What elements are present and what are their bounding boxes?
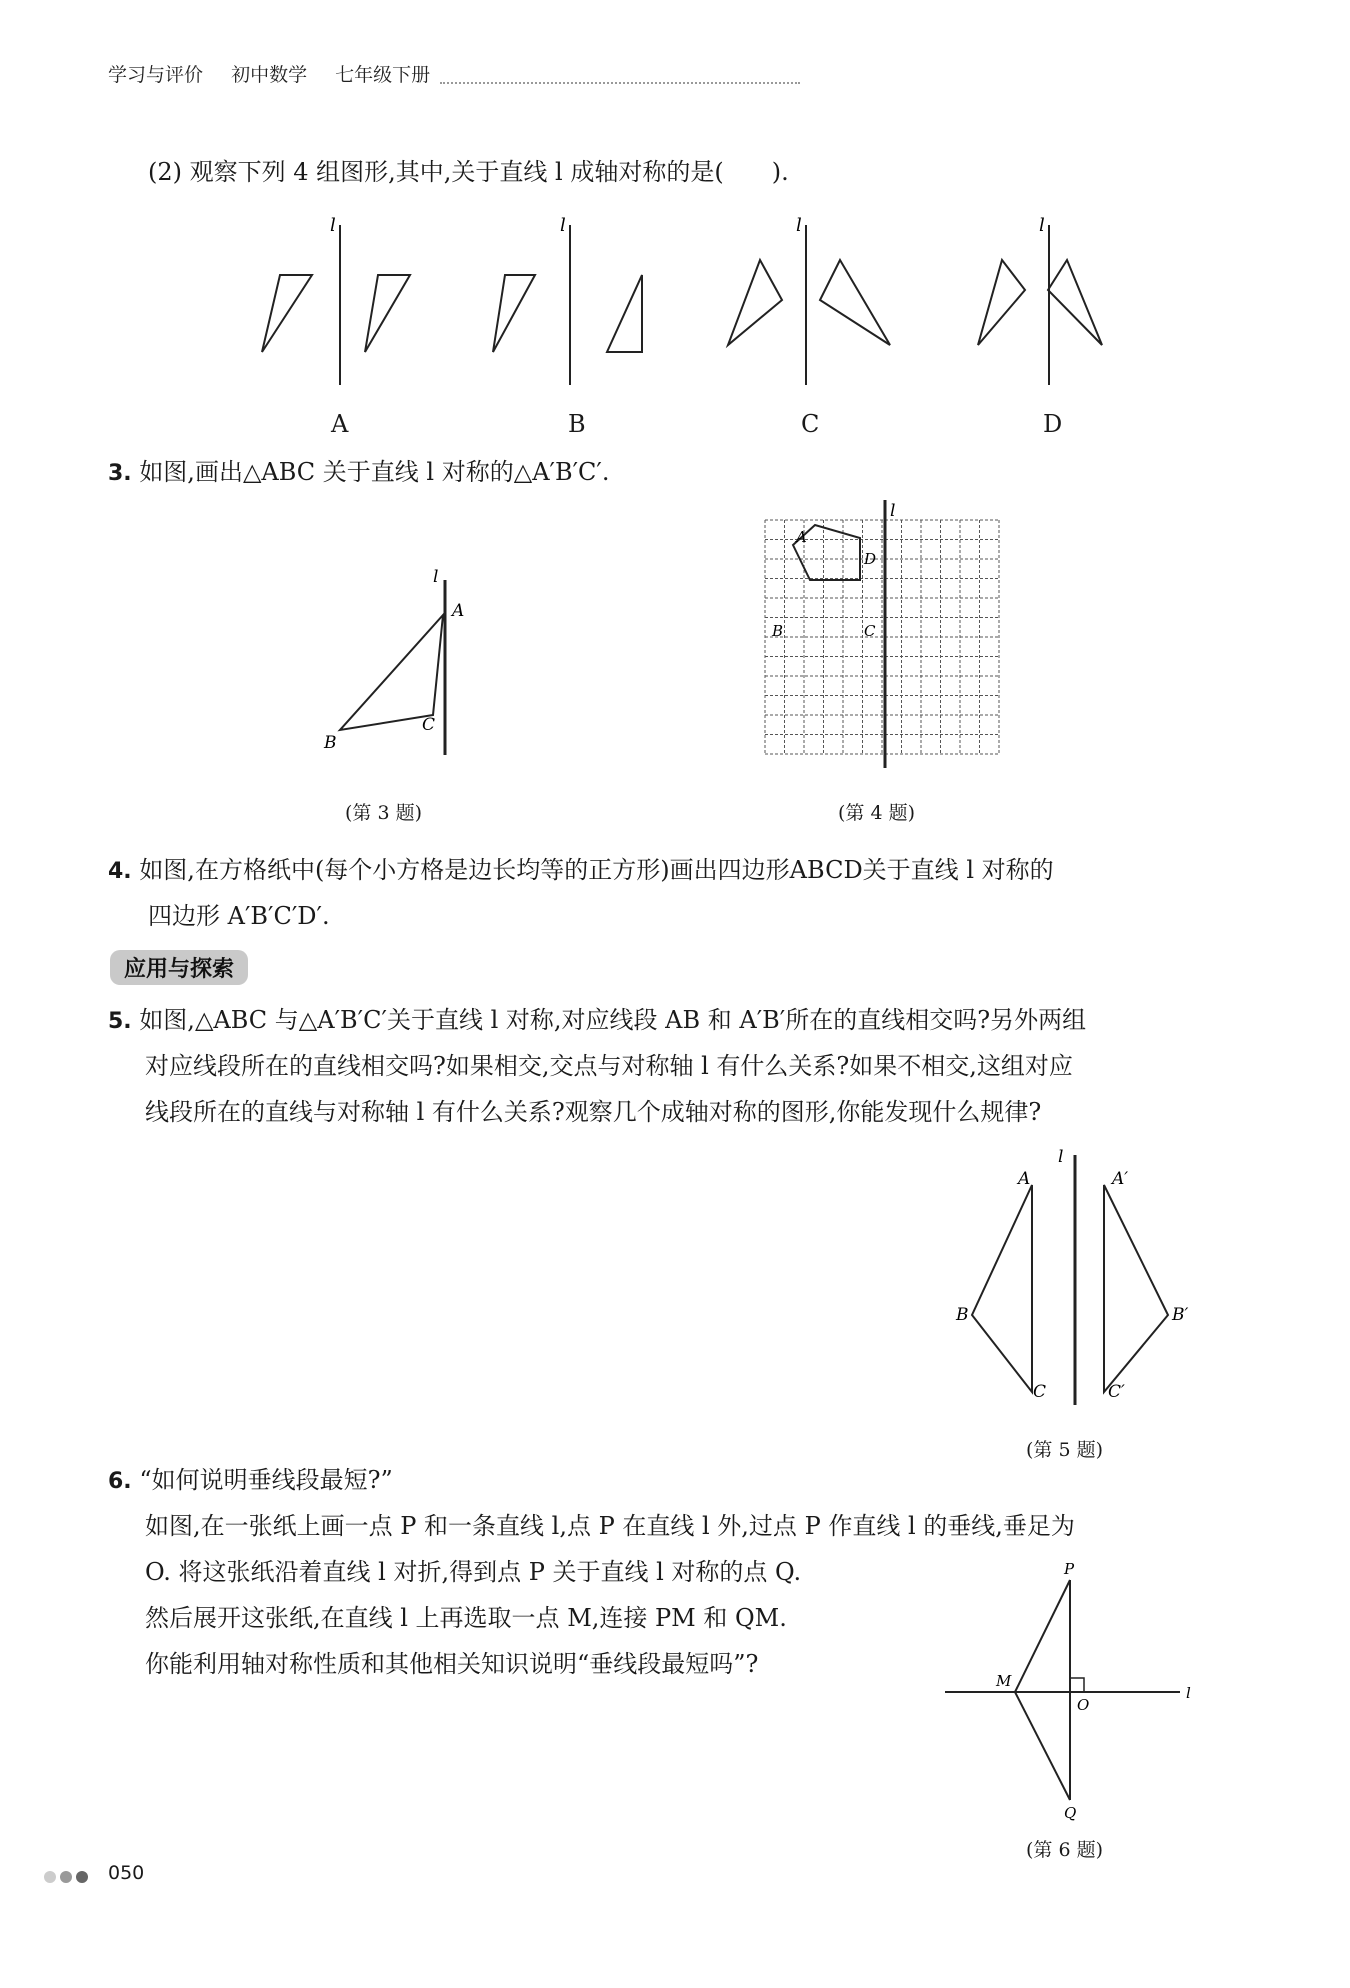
q3-number: 3. <box>108 461 132 486</box>
q4-l: l <box>890 501 896 521</box>
header-book: 学习与评价 <box>108 64 204 86</box>
header-grade: 七年级下册 <box>335 64 431 86</box>
q4-figure <box>760 500 1010 770</box>
option-a-label: A <box>331 410 349 438</box>
section-title: 应用与探索 <box>110 950 248 985</box>
q2-part2-text: (2) 观察下列 4 组图形,其中,关于直线 l 成轴对称的是( ). <box>148 158 789 186</box>
q5-caption: (第 5 题) <box>1026 1439 1103 1461</box>
q3-l: l <box>433 567 439 587</box>
q3-body: 如图,画出△ABC 关于直线 l 对称的△A′B′C′. <box>139 458 610 486</box>
option-d-left-triangle <box>978 260 1025 345</box>
q2-figures <box>240 215 1140 445</box>
q5-l: l <box>1058 1147 1064 1167</box>
q3-figure <box>310 560 490 760</box>
option-c-right-triangle <box>820 260 890 345</box>
q5-body-1: 如图,△ABC 与△A′B′C′关于直线 l 对称,对应线段 AB 和 A′B′所在的直线相交吗?另外两组 <box>139 1006 1087 1034</box>
q5-text-line2: 对应线段所在的直线相交吗?如果相交,交点与对称轴 l 有什么关系?如果不相交,这组对应 <box>145 1052 1073 1080</box>
q3-a: A <box>452 601 465 621</box>
header-decoration <box>440 82 800 84</box>
q6-text-line4: 你能利用轴对称性质和其他相关知识说明“垂线段最短吗”? <box>145 1650 759 1678</box>
q5-number: 5. <box>108 1009 132 1034</box>
q3-text <box>108 452 610 494</box>
q4-d: D <box>864 550 877 568</box>
q6-q: Q <box>1064 1804 1077 1822</box>
q5-c: C <box>1033 1382 1047 1402</box>
q4-caption: (第 4 题) <box>838 802 915 824</box>
option-c-left-triangle <box>728 260 782 345</box>
running-header <box>108 60 452 87</box>
q6-text-line3: 然后展开这张纸,在直线 l 上再选取一点 M,连接 PM 和 QM. <box>145 1604 787 1632</box>
q5-a1: A′ <box>1112 1169 1129 1189</box>
q4-c: C <box>864 622 876 640</box>
q6-l: l <box>1186 1684 1191 1702</box>
option-d-right-triangle <box>1048 260 1102 345</box>
option-b-l-label: l <box>560 215 566 236</box>
q5-figure <box>940 1140 1220 1410</box>
q6-title-line <box>108 1460 393 1502</box>
q4-number: 4. <box>108 859 132 884</box>
option-a-l-label: l <box>330 215 336 236</box>
q5-c1: C′ <box>1108 1382 1125 1402</box>
option-a-right-triangle <box>365 275 410 352</box>
q5-b: B <box>956 1305 969 1325</box>
option-a-left-triangle <box>262 275 312 352</box>
option-b-right-triangle <box>607 275 642 352</box>
q4-text-line2: 四边形 A′B′C′D′. <box>148 902 330 930</box>
option-b-left-triangle <box>493 275 535 352</box>
page-number: 050 <box>108 1862 145 1884</box>
q3-b: B <box>324 733 337 753</box>
q4-body-1: 如图,在方格纸中(每个小方格是边长均等的正方形)画出四边形ABCD关于直线 l 对称的 <box>139 856 1054 884</box>
q6-caption: (第 6 题) <box>1026 1839 1103 1861</box>
q4-a: A <box>796 528 807 546</box>
q6-figure <box>940 1560 1200 1830</box>
option-d-label: D <box>1043 410 1063 438</box>
q6-m: M <box>996 1672 1012 1690</box>
q5-text-line3: 线段所在的直线与对称轴 l 有什么关系?观察几个成轴对称的图形,你能发现什么规律? <box>145 1098 1042 1126</box>
q6-number: 6. <box>108 1469 132 1494</box>
q4-b: B <box>772 622 784 640</box>
q5-b1: B′ <box>1172 1305 1189 1325</box>
option-d-l-label: l <box>1039 215 1045 236</box>
q6-text-line2: O. 将这张纸沿着直线 l 对折,得到点 P 关于直线 l 对称的点 Q. <box>145 1558 802 1586</box>
q6-text-line1: 如图,在一张纸上画一点 P 和一条直线 l,点 P 在直线 l 外,过点 P 作直线 l 的垂线,垂足为 <box>145 1512 1075 1540</box>
q6-title: “如何说明垂线段最短?” <box>139 1466 393 1494</box>
option-b-label: B <box>568 410 586 438</box>
header-level: 初中数学 <box>231 64 308 86</box>
page-dots-decoration <box>44 1868 92 1887</box>
q6-o: O <box>1077 1696 1090 1714</box>
q6-p: P <box>1064 1560 1075 1578</box>
option-c-l-label: l <box>796 215 802 236</box>
q3-c: C <box>422 715 436 735</box>
q4-text-line1 <box>108 850 1054 892</box>
q5-text-line1 <box>108 1000 1086 1042</box>
q5-a: A <box>1018 1169 1031 1189</box>
option-c-label: C <box>801 410 820 438</box>
q3-caption: (第 3 题) <box>345 802 422 824</box>
